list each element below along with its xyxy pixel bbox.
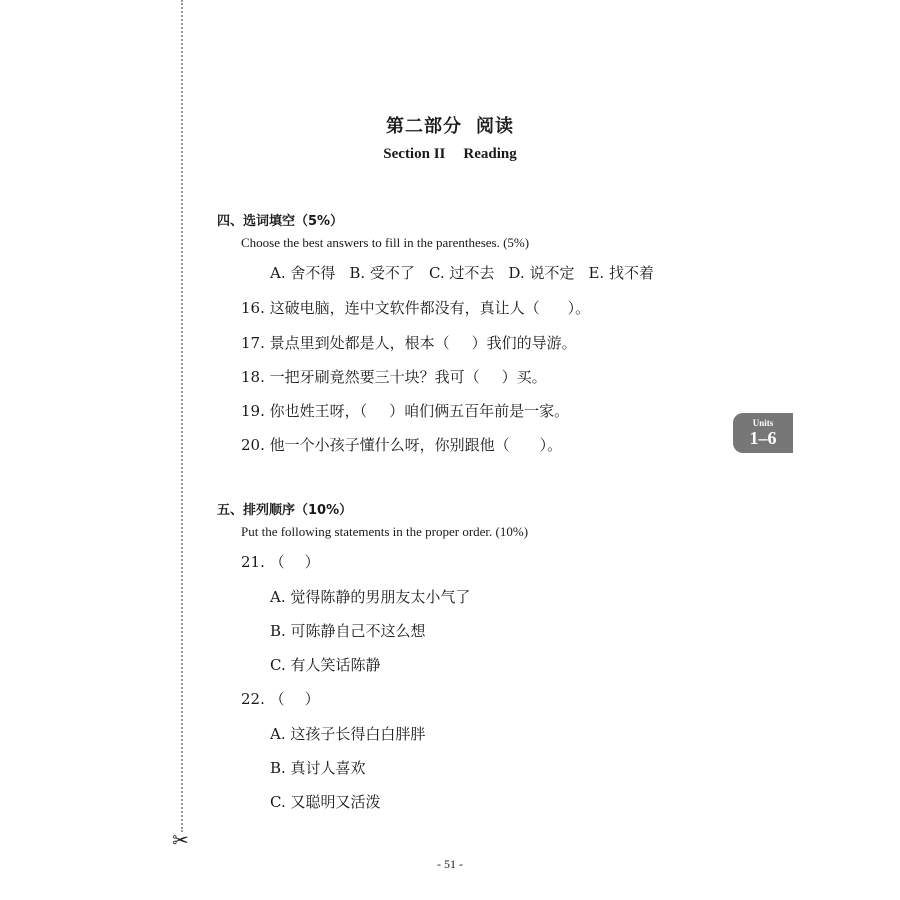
- question-16: [241, 297, 590, 318]
- part-label: 第二部分: [386, 116, 462, 137]
- question-text-end: ）。: [567, 299, 591, 317]
- question-number: 17.: [241, 334, 265, 352]
- part-name: 阅读: [476, 116, 514, 137]
- question-number: 22.: [241, 690, 265, 708]
- page-title-cn: [0, 112, 900, 138]
- question-text-end: ）我们的导游。: [471, 334, 577, 352]
- choice-e: E. 找不着: [588, 264, 654, 282]
- question-text: 一把牙刷竟然要三十块？我可（: [269, 368, 480, 386]
- choice-a: A. 舍不得: [270, 264, 336, 282]
- section4-heading: 四、选词填空（5%）: [217, 214, 344, 229]
- question-text-end: ）咱们俩五百年前是一家。: [389, 402, 570, 420]
- question-text: 这破电脑，连中文软件都没有，真让人（: [269, 299, 540, 317]
- question-text: 他一个小孩子懂什么呀，你别跟他（: [269, 436, 510, 454]
- question-number: 19.: [241, 402, 265, 420]
- question-number: 21.: [241, 553, 265, 571]
- choice-c: C. 过不去: [428, 264, 495, 282]
- question-number: 16.: [241, 299, 265, 317]
- units-tab: [733, 413, 793, 453]
- question-number: 18.: [241, 368, 265, 386]
- question-22: [241, 688, 320, 709]
- q21-option-a: A. 觉得陈静的男朋友太小气了: [270, 588, 471, 606]
- section5-heading: 五、排列顺序（10%）: [217, 503, 353, 518]
- paren-open: （: [269, 690, 285, 708]
- question-17: [241, 332, 577, 353]
- question-20: [241, 434, 562, 455]
- q22-option-c: C. 又聪明又活泼: [270, 793, 381, 811]
- question-19: [241, 400, 569, 421]
- question-text: 你也姓王呀，（: [269, 402, 368, 420]
- q22-option-b: B. 真讨人喜欢: [270, 759, 366, 777]
- paren-close: ）: [304, 690, 320, 708]
- paren-open: （: [269, 553, 285, 571]
- choice-b: B. 受不了: [349, 264, 415, 282]
- q21-option-b: B. 可陈静自己不这么想: [270, 622, 426, 640]
- q22-option-a: A. 这孩子长得白白胖胖: [270, 725, 426, 743]
- choice-bank: [270, 262, 668, 283]
- choice-d: D. 说不定: [508, 264, 575, 282]
- scissors-icon: ✂: [172, 828, 189, 852]
- section4-instruction: Choose the best answers to fill in the parentheses. (5%): [241, 235, 530, 250]
- section-name: Reading: [463, 146, 517, 162]
- question-21: [241, 551, 320, 572]
- question-number: 20.: [241, 436, 265, 454]
- section-label: Section II: [383, 146, 446, 162]
- units-range: 1–6: [749, 428, 777, 448]
- page-title-en: [0, 146, 900, 163]
- units-label: Units: [752, 418, 774, 428]
- question-text-end: ）买。: [501, 368, 547, 386]
- question-text: 景点里到处都是人，根本（: [269, 334, 450, 352]
- q21-option-c: C. 有人笑话陈静: [270, 656, 381, 674]
- question-text-end: ）。: [539, 436, 563, 454]
- section5-instruction: Put the following statements in the proper order. (10%): [241, 524, 529, 539]
- question-18: [241, 366, 547, 387]
- paren-close: ）: [304, 553, 320, 571]
- page-number: - 51 -: [437, 857, 463, 871]
